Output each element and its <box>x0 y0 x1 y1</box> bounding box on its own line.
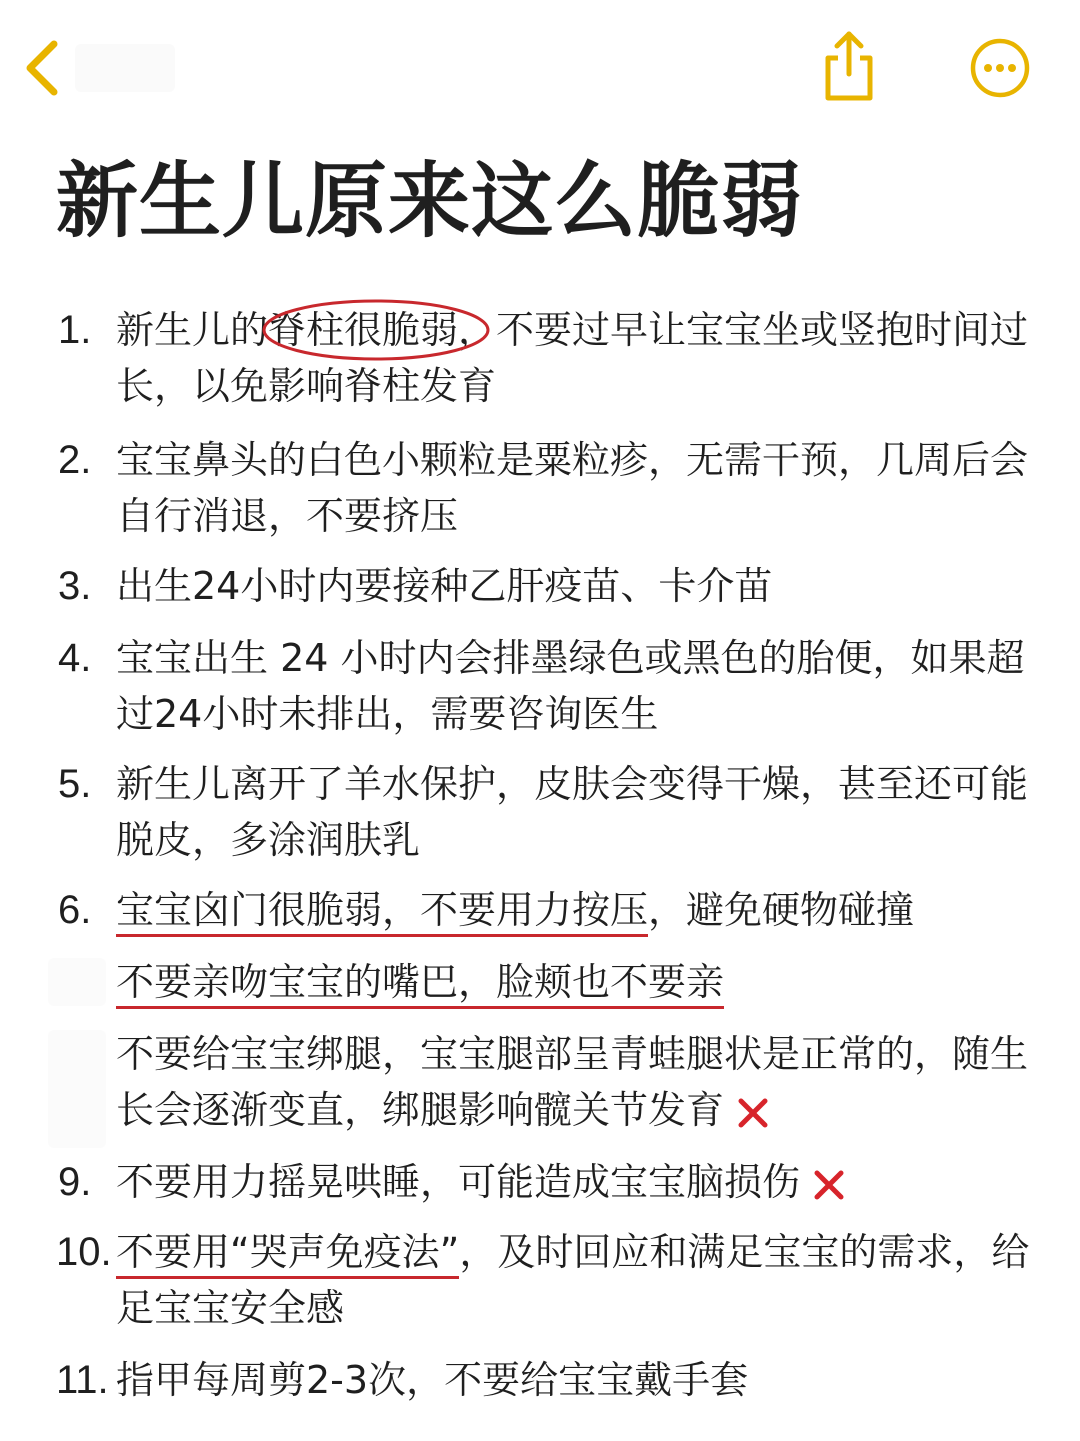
item-number: 3. <box>58 564 92 608</box>
item-text: 宝宝鼻头的白色小颗粒是粟粒疹，无需干预，几周后会自行消退，不要挤压 <box>116 438 1029 538</box>
underlined-phrase: 不要用“哭声免疫法” <box>116 1230 459 1279</box>
item-number: 1. <box>58 308 92 352</box>
chevron-left-icon <box>18 36 68 100</box>
item-text-pre: 新生儿的 <box>116 308 269 352</box>
item-number: 9. <box>58 1160 92 1204</box>
note-toolbar <box>0 0 1080 130</box>
back-label-placeholder <box>75 44 175 92</box>
item-number: 2. <box>58 438 92 482</box>
item-number-placeholder <box>48 958 106 1006</box>
item-text-post: ，及时回应和满足宝宝的需求，给足宝宝安全感 <box>116 1230 1030 1330</box>
item-text-body: 不要用力摇晃哄睡，可能造成宝宝脑损伤 <box>116 1160 801 1204</box>
underlined-phrase: 宝宝囟门很脆弱，不要用力按压 <box>116 888 648 937</box>
item-number: 6. <box>58 888 92 932</box>
underlined-phrase: 不要亲吻宝宝的嘴巴，脸颊也不要亲 <box>116 960 724 1009</box>
item-number: 5. <box>58 762 92 806</box>
item-text: 出生24小时内要接种乙肝疫苗、卡介苗 <box>116 564 773 608</box>
item-number: 10. <box>56 1230 112 1274</box>
item-text <box>116 954 1036 1010</box>
item-text <box>116 882 1036 938</box>
item-text-body: 不要给宝宝绑腿，宝宝腿部呈青蛙腿状是正常的，随生长会逐渐变直，绑腿影响髋关节发育 <box>116 1032 1029 1132</box>
back-button[interactable] <box>18 36 68 100</box>
item-text <box>116 1154 1036 1210</box>
item-text: 宝宝出生 24 小时内会排墨绿色或黑色的胎便，如果超过24小时未排出，需要咨询医生 <box>116 636 1025 736</box>
circled-text: 脊柱很脆弱 <box>268 308 459 352</box>
item-text <box>116 302 1036 414</box>
cross-icon <box>736 1096 770 1130</box>
more-horizontal-icon <box>968 36 1032 100</box>
item-text <box>116 1224 1036 1336</box>
share-icon <box>818 28 880 104</box>
cross-icon <box>812 1168 846 1202</box>
item-number-placeholder <box>48 1030 106 1148</box>
item-text: 新生儿离开了羊水保护，皮肤会变得干燥，甚至还可能脱皮，多涂润肤乳 <box>116 762 1029 862</box>
item-number: 11. <box>56 1358 109 1402</box>
item-text-post: ，不要过早让宝宝坐或竖抱时间过长，以免影响脊柱发育 <box>116 308 1029 408</box>
item-text-post: ，避免硬物碰撞 <box>648 888 915 932</box>
note-title: 新生儿原来这么脆弱 <box>56 154 804 249</box>
item-number: 4. <box>58 636 92 680</box>
circled-phrase <box>268 302 458 358</box>
more-button[interactable] <box>968 36 1032 100</box>
item-text <box>116 1026 1036 1138</box>
share-button[interactable] <box>818 28 880 104</box>
item-text: 指甲每周剪2-3次，不要给宝宝戴手套 <box>116 1358 749 1402</box>
